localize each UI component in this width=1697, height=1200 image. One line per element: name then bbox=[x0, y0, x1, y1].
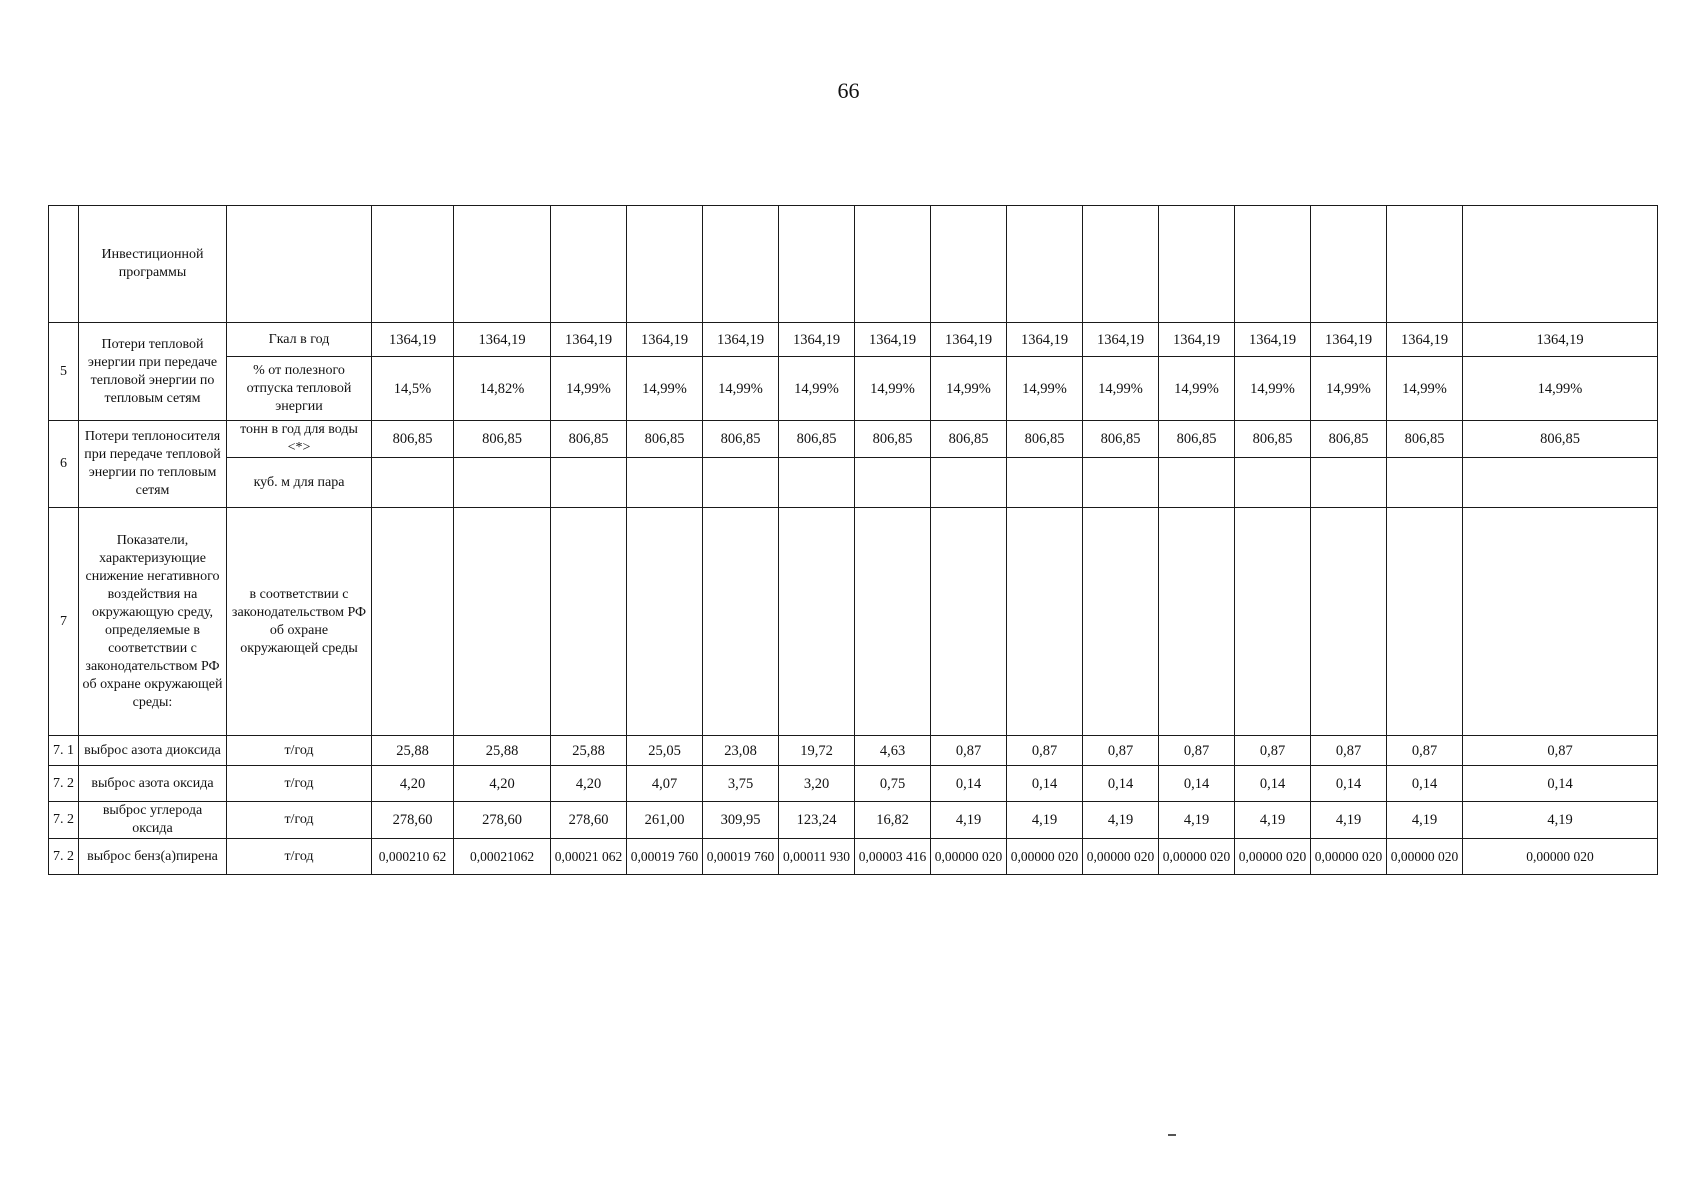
row-label: Показатели, характеризующие снижение негативного воздействия на окружающую среду, определяемые в соответствии с законодательством РФ об охране окружающей среды: bbox=[79, 508, 227, 736]
value-cell: 0,87 bbox=[1235, 736, 1311, 766]
value-cell: 0,00021062 bbox=[454, 839, 551, 875]
value-cell bbox=[1083, 508, 1159, 736]
value-cell: 0,75 bbox=[855, 766, 931, 802]
value-cell: 1364,19 bbox=[1159, 323, 1235, 357]
value-cell: 806,85 bbox=[454, 421, 551, 458]
value-cell bbox=[1463, 508, 1658, 736]
value-cell bbox=[627, 458, 703, 508]
value-cell bbox=[855, 458, 931, 508]
value-cell: 14,99% bbox=[1387, 357, 1463, 421]
value-cell: 25,88 bbox=[372, 736, 454, 766]
value-cell: 4,19 bbox=[1159, 802, 1235, 839]
value-cell: 1364,19 bbox=[1235, 323, 1311, 357]
value-cell: 1364,19 bbox=[931, 323, 1007, 357]
value-cell: 0,00003 416 bbox=[855, 839, 931, 875]
unit-cell: в соответствии с законодательством РФ об охране окружающей среды bbox=[227, 508, 372, 736]
row-label: Потери тепловой энергии при передаче тепловой энергии по тепловым сетям bbox=[79, 323, 227, 421]
value-cell: 806,85 bbox=[855, 421, 931, 458]
value-cell: 0,87 bbox=[1007, 736, 1083, 766]
value-cell: 1364,19 bbox=[1311, 323, 1387, 357]
value-cell: 1364,19 bbox=[1083, 323, 1159, 357]
value-cell bbox=[1007, 458, 1083, 508]
unit-cell: т/год bbox=[227, 839, 372, 875]
row-number: 7 bbox=[49, 508, 79, 736]
value-cell bbox=[551, 458, 627, 508]
value-cell bbox=[931, 206, 1007, 323]
value-cell bbox=[1387, 508, 1463, 736]
value-cell: 4,20 bbox=[372, 766, 454, 802]
value-cell bbox=[1387, 206, 1463, 323]
value-cell: 14,99% bbox=[1083, 357, 1159, 421]
value-cell bbox=[855, 508, 931, 736]
value-cell bbox=[1235, 508, 1311, 736]
value-cell: 14,99% bbox=[703, 357, 779, 421]
value-cell: 1364,19 bbox=[703, 323, 779, 357]
unit-cell: т/год bbox=[227, 802, 372, 839]
value-cell bbox=[779, 508, 855, 736]
table-row bbox=[49, 357, 1658, 421]
row-number: 7. 2 bbox=[49, 802, 79, 839]
value-cell: 4,19 bbox=[931, 802, 1007, 839]
table-row bbox=[49, 736, 1658, 766]
value-cell bbox=[1083, 206, 1159, 323]
unit-cell: % от полезного отпуска тепловой энергии bbox=[227, 357, 372, 421]
row-label: Потери теплоносителя при передаче тепловой энергии по тепловым сетям bbox=[79, 421, 227, 508]
value-cell: 0,14 bbox=[931, 766, 1007, 802]
scan-speck bbox=[1168, 1134, 1176, 1136]
value-cell: 1364,19 bbox=[551, 323, 627, 357]
value-cell: 1364,19 bbox=[372, 323, 454, 357]
value-cell: 309,95 bbox=[703, 802, 779, 839]
value-cell: 806,85 bbox=[1311, 421, 1387, 458]
value-cell: 278,60 bbox=[551, 802, 627, 839]
page-number: 66 bbox=[837, 78, 860, 103]
value-cell bbox=[1235, 206, 1311, 323]
value-cell: 806,85 bbox=[1235, 421, 1311, 458]
value-cell bbox=[1159, 458, 1235, 508]
value-cell: 1364,19 bbox=[855, 323, 931, 357]
value-cell: 806,85 bbox=[1159, 421, 1235, 458]
value-cell: 4,19 bbox=[1387, 802, 1463, 839]
row-number: 7. 2 bbox=[49, 839, 79, 875]
value-cell: 3,20 bbox=[779, 766, 855, 802]
value-cell: 1364,19 bbox=[627, 323, 703, 357]
value-cell: 0,14 bbox=[1387, 766, 1463, 802]
indicators-table bbox=[48, 205, 1658, 875]
value-cell bbox=[779, 458, 855, 508]
value-cell: 14,99% bbox=[551, 357, 627, 421]
value-cell bbox=[779, 206, 855, 323]
value-cell: 0,14 bbox=[1083, 766, 1159, 802]
value-cell bbox=[1007, 206, 1083, 323]
value-cell: 806,85 bbox=[703, 421, 779, 458]
value-cell: 0,00019 760 bbox=[627, 839, 703, 875]
value-cell: 0,00011 930 bbox=[779, 839, 855, 875]
value-cell bbox=[931, 508, 1007, 736]
table-row bbox=[49, 766, 1658, 802]
value-cell bbox=[1007, 508, 1083, 736]
value-cell: 806,85 bbox=[931, 421, 1007, 458]
value-cell: 0,87 bbox=[1159, 736, 1235, 766]
value-cell: 25,88 bbox=[551, 736, 627, 766]
value-cell bbox=[227, 206, 372, 323]
value-cell bbox=[1159, 508, 1235, 736]
value-cell: 0,87 bbox=[1387, 736, 1463, 766]
value-cell: 14,99% bbox=[1007, 357, 1083, 421]
value-cell bbox=[372, 508, 454, 736]
row-number: 5 bbox=[49, 323, 79, 421]
value-cell bbox=[627, 206, 703, 323]
value-cell: 14,99% bbox=[1235, 357, 1311, 421]
table-row bbox=[49, 802, 1658, 839]
value-cell bbox=[551, 508, 627, 736]
value-cell bbox=[1463, 206, 1658, 323]
value-cell: 4,63 bbox=[855, 736, 931, 766]
value-cell bbox=[931, 458, 1007, 508]
value-cell bbox=[703, 458, 779, 508]
value-cell bbox=[1463, 458, 1658, 508]
value-cell: 4,19 bbox=[1083, 802, 1159, 839]
value-cell: 1364,19 bbox=[1387, 323, 1463, 357]
value-cell: 25,88 bbox=[454, 736, 551, 766]
indicators-table-container bbox=[48, 205, 1658, 875]
value-cell: 19,72 bbox=[779, 736, 855, 766]
value-cell: 14,5% bbox=[372, 357, 454, 421]
table-row bbox=[49, 421, 1658, 458]
value-cell: 0,00000 020 bbox=[1463, 839, 1658, 875]
value-cell: 14,99% bbox=[855, 357, 931, 421]
value-cell bbox=[1159, 206, 1235, 323]
row-label: выброс бенз(а)пирена bbox=[79, 839, 227, 875]
value-cell: 806,85 bbox=[1007, 421, 1083, 458]
value-cell: 3,75 bbox=[703, 766, 779, 802]
value-cell bbox=[454, 508, 551, 736]
unit-cell: тонн в год для воды <*> bbox=[227, 421, 372, 458]
value-cell: 806,85 bbox=[627, 421, 703, 458]
value-cell: 806,85 bbox=[1387, 421, 1463, 458]
value-cell: 4,20 bbox=[454, 766, 551, 802]
value-cell: 0,00021 062 bbox=[551, 839, 627, 875]
value-cell: 4,19 bbox=[1235, 802, 1311, 839]
value-cell: 0,00000 020 bbox=[1083, 839, 1159, 875]
value-cell: 278,60 bbox=[454, 802, 551, 839]
value-cell: 0,00000 020 bbox=[931, 839, 1007, 875]
value-cell: 0,87 bbox=[931, 736, 1007, 766]
value-cell: 0,14 bbox=[1463, 766, 1658, 802]
value-cell: 23,08 bbox=[703, 736, 779, 766]
value-cell bbox=[1311, 508, 1387, 736]
row-label: выброс азота оксида bbox=[79, 766, 227, 802]
value-cell: 806,85 bbox=[779, 421, 855, 458]
value-cell: 0,00000 020 bbox=[1007, 839, 1083, 875]
value-cell: 14,99% bbox=[931, 357, 1007, 421]
value-cell: 0,14 bbox=[1159, 766, 1235, 802]
value-cell: 806,85 bbox=[1083, 421, 1159, 458]
value-cell bbox=[703, 508, 779, 736]
value-cell: 806,85 bbox=[551, 421, 627, 458]
table-row bbox=[49, 206, 1658, 323]
value-cell bbox=[454, 206, 551, 323]
value-cell bbox=[855, 206, 931, 323]
row-number: 7. 2 bbox=[49, 766, 79, 802]
value-cell: 806,85 bbox=[372, 421, 454, 458]
value-cell: 14,99% bbox=[1311, 357, 1387, 421]
value-cell: 14,99% bbox=[1159, 357, 1235, 421]
row-number: 7. 1 bbox=[49, 736, 79, 766]
row-label: Инвестиционной программы bbox=[79, 206, 227, 323]
value-cell bbox=[1235, 458, 1311, 508]
value-cell: 14,82% bbox=[454, 357, 551, 421]
value-cell: 0,87 bbox=[1463, 736, 1658, 766]
value-cell: 0,00019 760 bbox=[703, 839, 779, 875]
value-cell: 0,00000 020 bbox=[1159, 839, 1235, 875]
value-cell: 14,99% bbox=[627, 357, 703, 421]
value-cell bbox=[454, 458, 551, 508]
row-label: выброс азота диоксида bbox=[79, 736, 227, 766]
value-cell bbox=[627, 508, 703, 736]
value-cell bbox=[551, 206, 627, 323]
row-number: 6 bbox=[49, 421, 79, 508]
value-cell: 14,99% bbox=[1463, 357, 1658, 421]
value-cell: 4,19 bbox=[1007, 802, 1083, 839]
unit-cell: т/год bbox=[227, 736, 372, 766]
value-cell bbox=[1387, 458, 1463, 508]
value-cell: 4,19 bbox=[1311, 802, 1387, 839]
value-cell: 0,00000 020 bbox=[1311, 839, 1387, 875]
value-cell: 1364,19 bbox=[454, 323, 551, 357]
unit-cell: т/год bbox=[227, 766, 372, 802]
value-cell: 0,87 bbox=[1083, 736, 1159, 766]
table-row bbox=[49, 839, 1658, 875]
value-cell: 4,07 bbox=[627, 766, 703, 802]
value-cell: 0,000210 62 bbox=[372, 839, 454, 875]
value-cell bbox=[372, 206, 454, 323]
value-cell: 0,00000 020 bbox=[1235, 839, 1311, 875]
value-cell bbox=[703, 206, 779, 323]
table-row bbox=[49, 458, 1658, 508]
value-cell: 1364,19 bbox=[1007, 323, 1083, 357]
value-cell: 4,19 bbox=[1463, 802, 1658, 839]
value-cell bbox=[1083, 458, 1159, 508]
unit-cell: куб. м для пара bbox=[227, 458, 372, 508]
value-cell: 0,14 bbox=[1311, 766, 1387, 802]
value-cell: 278,60 bbox=[372, 802, 454, 839]
value-cell bbox=[1311, 458, 1387, 508]
value-cell: 16,82 bbox=[855, 802, 931, 839]
value-cell: 1364,19 bbox=[1463, 323, 1658, 357]
value-cell: 1364,19 bbox=[779, 323, 855, 357]
value-cell: 25,05 bbox=[627, 736, 703, 766]
value-cell: 0,00000 020 bbox=[1387, 839, 1463, 875]
unit-cell: Гкал в год bbox=[227, 323, 372, 357]
value-cell: 4,20 bbox=[551, 766, 627, 802]
value-cell: 0,14 bbox=[1235, 766, 1311, 802]
value-cell: 0,87 bbox=[1311, 736, 1387, 766]
value-cell: 261,00 bbox=[627, 802, 703, 839]
value-cell: 806,85 bbox=[1463, 421, 1658, 458]
value-cell bbox=[372, 458, 454, 508]
table-row bbox=[49, 508, 1658, 736]
value-cell: 123,24 bbox=[779, 802, 855, 839]
value-cell: 0,14 bbox=[1007, 766, 1083, 802]
row-number bbox=[49, 206, 79, 323]
table-row bbox=[49, 323, 1658, 357]
value-cell bbox=[1311, 206, 1387, 323]
row-label: выброс углерода оксида bbox=[79, 802, 227, 839]
value-cell: 14,99% bbox=[779, 357, 855, 421]
